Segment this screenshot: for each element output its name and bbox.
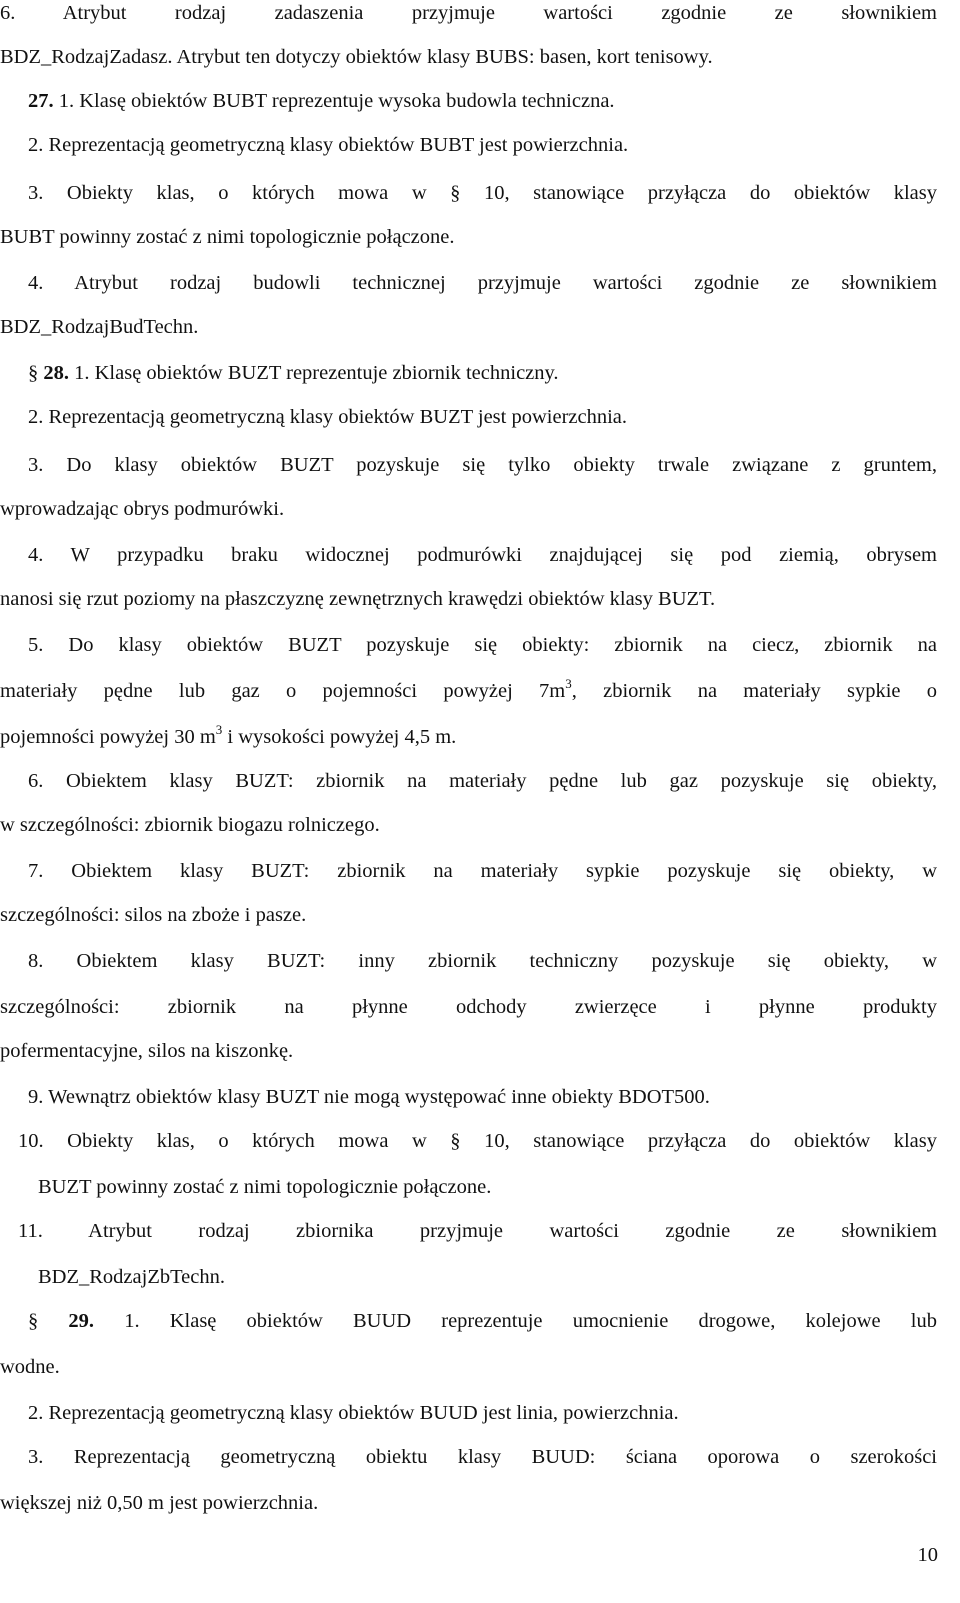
text-line (28, 856, 937, 886)
text-run: 1. Klasę obiektów BUZT reprezentuje zbiornik techniczny. (69, 362, 559, 384)
text-run: 2. Reprezentacją geometryczną klasy obiektów BUBT jest powierzchnia. (28, 134, 629, 156)
text-line (28, 130, 937, 160)
page-number: 10 (917, 1544, 938, 1566)
text-line (28, 1306, 937, 1336)
text-run: 11. Atrybut rodzaj zbiornika przyjmuje wartości zgodnie ze słownikiem (18, 1220, 937, 1242)
text-line (38, 1262, 937, 1292)
text-line (28, 630, 937, 660)
text-line (18, 1216, 937, 1246)
text-line (0, 1352, 937, 1382)
text-line (28, 946, 937, 976)
text-line (0, 494, 937, 524)
text-line (28, 1398, 937, 1428)
text-run: 3. Do klasy obiektów BUZT pozyskuje się tylko obiekty trwale związane z gruntem, (28, 454, 937, 476)
text-line (18, 1126, 937, 1156)
text-run: BDZ_RodzajZbTechn. (38, 1266, 226, 1288)
text-run: wodne. (0, 1356, 60, 1378)
text-line (0, 810, 937, 840)
text-run: większej niż 0,50 m jest powierzchnia. (0, 1492, 319, 1514)
text-run: 4. W przypadku braku widocznej podmurówki znajdującej się pod ziemią, obrysem (28, 544, 937, 566)
text-run: BDZ_RodzajBudTechn. (0, 316, 199, 338)
text-run: materiały pędne lub gaz o pojemności powyżej 7m (0, 680, 566, 702)
superscript: 3 (565, 676, 572, 691)
text-line (0, 584, 937, 614)
text-run: , zbiornik na materiały sypkie o (571, 680, 938, 702)
text-line (0, 42, 937, 72)
text-line (0, 222, 937, 252)
text-run: BUZT powinny zostać z nimi topologicznie połączone. (38, 1176, 492, 1198)
text-run: BUBT powinny zostać z nimi topologicznie połączone. (0, 226, 455, 248)
text-run: 2. Reprezentacją geometryczną klasy obiektów BUUD jest linia, powierzchnia. (28, 1402, 679, 1424)
text-line (0, 312, 937, 342)
text-run: i wysokości powyżej 4,5 m. (222, 726, 457, 748)
text-line (28, 450, 937, 480)
text-run: 9. Wewnątrz obiektów klasy BUZT nie mogą występować inne obiekty BDOT500. (28, 1086, 710, 1108)
text-run: 3. Obiekty klas, o których mowa w § 10, stanowiące przyłącza do obiektów klasy (28, 182, 937, 204)
text-line (0, 1036, 937, 1066)
text-run: 2. Reprezentacją geometryczną klasy obiektów BUZT jest powierzchnia. (28, 406, 628, 428)
section-number: 28. (43, 362, 69, 384)
text-run: 7. Obiektem klasy BUZT: zbiornik na materiały sypkie pozyskuje się obiekty, w (28, 860, 937, 882)
text-run: pofermentacyjne, silos na kiszonkę. (0, 1040, 294, 1062)
text-run: 6. Obiektem klasy BUZT: zbiornik na materiały pędne lub gaz pozyskuje się obiekty, (28, 770, 937, 792)
text-line (0, 0, 937, 28)
text-line (0, 900, 937, 930)
text-line (28, 540, 937, 570)
text-run: nanosi się rzut poziomy na płaszczyznę zewnętrznych krawędzi obiektów klasy BUZT. (0, 588, 716, 610)
text-run: 1. Klasę obiektów BUBT reprezentuje wysoka budowla techniczna. (53, 90, 615, 112)
text-run: 3. Reprezentacją geometryczną obiektu klasy BUUD: ściana oporowa o szerokości (28, 1446, 937, 1468)
text-run: szczególności: zbiornik na płynne odchody zwierzęce i płynne produkty (0, 996, 937, 1018)
text-run: 4. Atrybut rodzaj budowli technicznej przyjmuje wartości zgodnie ze słownikiem (28, 272, 937, 294)
text-line (28, 1082, 937, 1112)
text-run: § (28, 1310, 69, 1332)
text-line (28, 402, 937, 432)
text-line (28, 86, 937, 116)
text-run: § (28, 362, 44, 384)
text-line (0, 992, 937, 1022)
text-line (0, 1488, 937, 1518)
superscript: 3 (215, 722, 223, 737)
text-run: BDZ_RodzajZadasz. Atrybut ten dotyczy obiektów klasy BUBS: basen, kort tenisowy. (0, 46, 713, 68)
text-run: 8. Obiektem klasy BUZT: inny zbiornik techniczny pozyskuje się obiekty, w (28, 950, 937, 972)
text-run: wprowadzając obrys podmurówki. (0, 498, 285, 520)
text-line (38, 1172, 937, 1202)
text-run: 10. Obiekty klas, o których mowa w § 10, stanowiące przyłącza do obiektów klasy (18, 1130, 937, 1152)
text-line (0, 676, 937, 706)
text-run: pojemności powyżej 30 m (0, 726, 216, 748)
section-number: 27. (28, 90, 54, 112)
section-number: 29. (68, 1310, 95, 1332)
text-line (28, 766, 937, 796)
text-run: w szczególności: zbiornik biogazu rolniczego. (0, 814, 380, 836)
text-run: 6. Atrybut rodzaj zadaszenia przyjmuje wartości zgodnie ze słownikiem (0, 2, 937, 24)
text-run: 1. Klasę obiektów BUUD reprezentuje umocnienie drogowe, kolejowe lub (94, 1310, 937, 1332)
text-line (28, 268, 937, 298)
text-run: 5. Do klasy obiektów BUZT pozyskuje się obiekty: zbiornik na ciecz, zbiornik na (28, 634, 937, 656)
text-line (28, 1442, 937, 1472)
text-line (28, 358, 937, 388)
text-line (28, 178, 937, 208)
text-line (0, 722, 937, 752)
text-run: szczególności: silos na zboże i pasze. (0, 904, 307, 926)
